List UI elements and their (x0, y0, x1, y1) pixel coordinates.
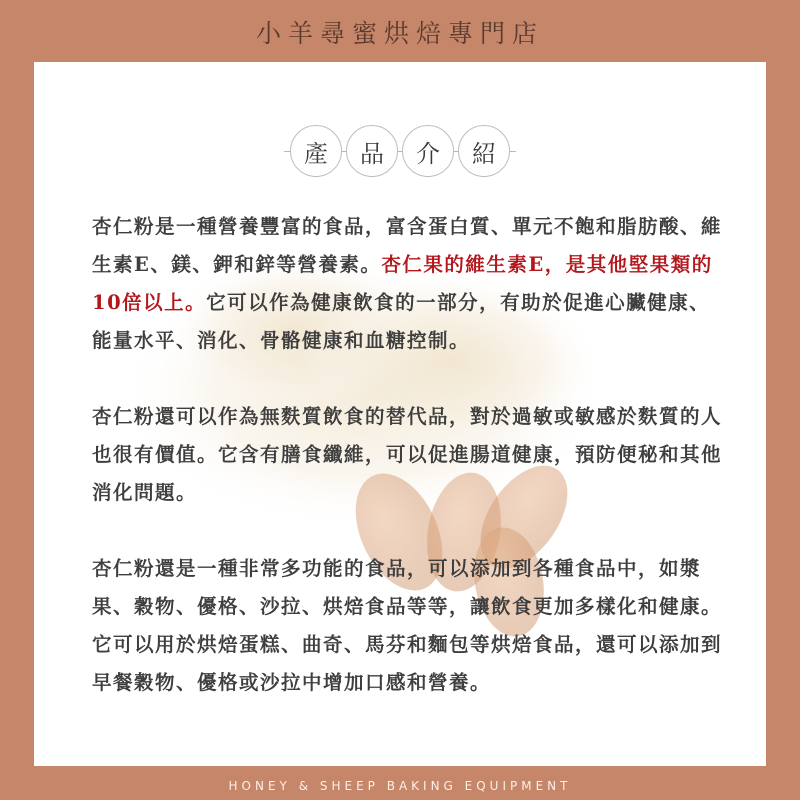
title-char-1: 產 (290, 125, 342, 177)
paragraph-3: 杏仁粉還是一種非常多功能的食品，可以添加到各種食品中，如漿果、穀物、優格、沙拉、烘焙食品等等，讓飲食更加多樣化和健康。它可以用於烘焙蛋糕、曲奇、馬芬和麵包等烘焙食品，還可以添加到早餐穀物、優格或沙拉中增加口感和營養。 (92, 557, 723, 694)
product-description (92, 208, 722, 740)
section-title (284, 116, 516, 186)
paragraph-1 (92, 208, 722, 360)
content-card (34, 62, 766, 766)
paragraph-1-highlight: 杏仁果的維生素E，是其他堅果類的10倍以上。 (92, 253, 713, 314)
paragraph-1-end: 它可以作為健康飲食的一部分，有助於促進心臟健康、能量水平、消化、骨骼健康和血糖控制。 (92, 291, 711, 352)
title-char-2: 品 (346, 125, 398, 177)
header-title: 小羊尋蜜烘焙專門店 (255, 19, 544, 48)
paragraph-2: 杏仁粉還可以作為無麩質飲食的替代品，對於過敏或敏感於麩質的人也很有價值。它含有膳食纖維，可以促進腸道健康，預防便秘和其他消化問題。 (92, 405, 723, 504)
title-char-4: 紹 (458, 125, 510, 177)
paragraph-1-start: 杏仁粉是一種營養豐富的食品，富含蛋白質、單元不飽和脂肪酸、維生素E、鎂、鉀和鋅等營養素。 (92, 215, 723, 276)
title-char-3: 介 (402, 125, 454, 177)
footer-brand: HONEY & SHEEP BAKING EQUIPMENT (228, 779, 572, 793)
